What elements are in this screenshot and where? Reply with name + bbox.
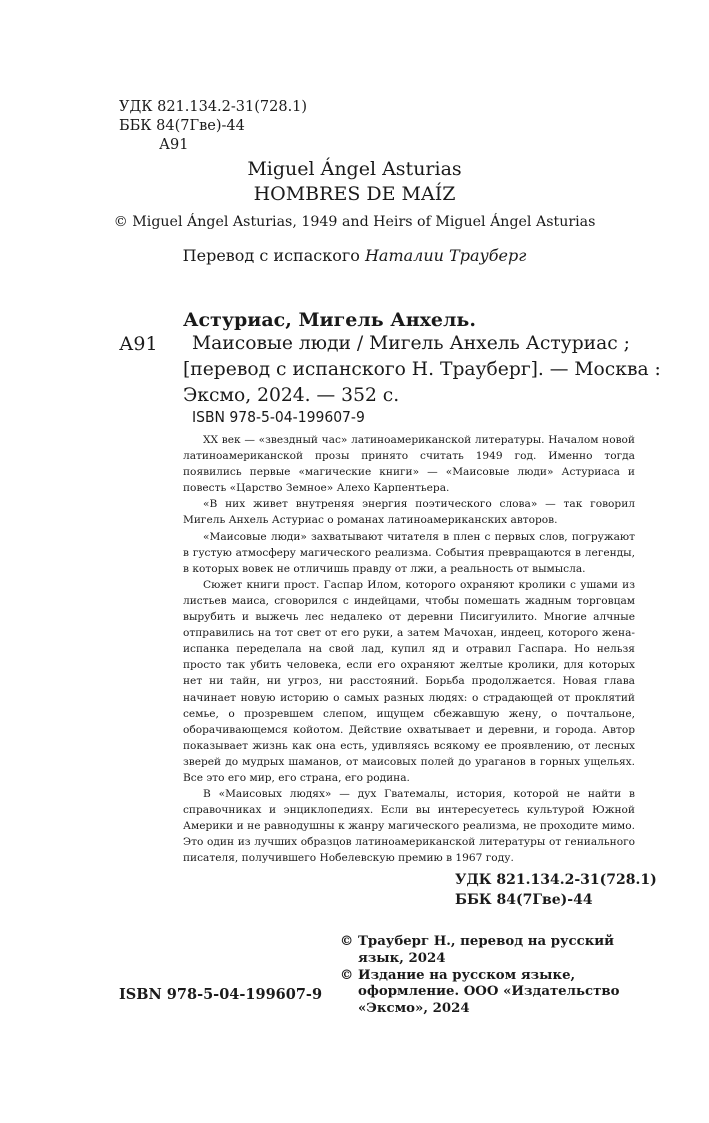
abstract-paragraph: Сюжет книги прост. Гаспар Илом, которого охраняют кролики с ушами из листьев маиса, сговорился с индейцами, чтобы помешать жадным торговцам вырубить и выжечь лес недалеко от деревни Писигуилито. Многие алчные отправились на тот свет от его руки, а затем Мачохан, индеец, которого жена-испанка переделала на свой лад, купил яд и отравил Гаспара. Но нельзя просто так убить человека, если его охраняют желтые кролики, для которых нет ни тайн, ни угроз, ни расстояний. Борьба продолжается. Новая глава начинает новую историю о самых разных людях: о страдающей от проклятий семье, о прозревшем слепом, ищущем сбежавшую жену, о почтальоне, оборачивающемся койотом. Действие охватывает и деревни, и города. Автор показывает жизнь как она есть, удивляясь всякому ее проявлению, от лесных зверей до мудрых шаманов, от маисовых полей до ураганов в горных ущельях. Все это его мир, его страна, его родина. [183, 578, 635, 784]
bottom-bbk-code: ББК 84(7Гве)-44 [455, 892, 593, 908]
bottom-classification-codes [455, 870, 657, 910]
original-author: Miguel Ángel Asturias [247, 158, 462, 180]
isbn-bottom: ISBN 978-5-04-199607-9 [119, 986, 323, 1003]
abstract-paragraph: «Маисовые люди» захватывают читателя в плен с первых слов, погружают в густую атмосферу магического реализма. События превращаются в легенды, в которых вовек не отличишь правду от лжи, а реальность от вымысла. [183, 530, 635, 575]
record-line: [перевод с испанского Н. Трауберг]. — Москва : [183, 359, 661, 380]
copyright-notice [340, 968, 660, 1018]
record-description [183, 331, 661, 409]
udk-code: УДК 821.134.2-31(728.1) [119, 99, 308, 115]
original-title: HOMBRES DE MAÍZ [253, 183, 456, 205]
abstract-paragraph: «В них живет внутреняя энергия поэтического слова» — так говорил Мигель Анхель Астуриас о романах латиноамериканских авторов. [183, 498, 635, 527]
author-sign: А91 [159, 137, 189, 153]
translator-name: Наталии Трауберг [364, 246, 527, 265]
abstract-paragraph: В «Маисовых людях» — дух Гватемалы, история, которой не найти в справочниках и энциклопедиях. Если вы интересуетесь культурой Южной Америки и не равнодушны к жанру магического реализма, не проходите мимо. Это один из лучших образцов латиноамериканской литературы от гениального писателя, получившего Нобелевскую премию в 1967 году. [183, 788, 635, 865]
copyright-notices [340, 934, 660, 1018]
bbk-code: ББК 84(7Гве)-44 [119, 118, 245, 134]
copyright-text: Издание на русском языке, оформление. ООО «Издательство «Эксмо», 2024 [358, 967, 620, 1017]
copyright-symbol: © [340, 934, 354, 949]
classification-codes [119, 98, 307, 155]
original-copyright: © Miguel Ángel Asturias, 1949 and Heirs of Miguel Ángel Asturias [113, 214, 596, 230]
record-author-heading: Астуриас, Мигель Анхель. [183, 309, 476, 331]
translation-credit [0, 244, 709, 268]
abstract-paragraph: XX век — «звездный час» латиноамериканской литературы. Началом новой латиноамериканской прозы принято считать 1949 год. Именно тогда появились первые «магические книги» — «Маисовые люди» Астуриаса и повесть «Царство Земное» Алехо Карпентьера. [183, 434, 635, 495]
record-code: А91 [119, 333, 158, 355]
bottom-udk-code: УДК 821.134.2-31(728.1) [455, 872, 657, 888]
copyright-symbol: © [340, 967, 354, 983]
copyright-text: Трауберг Н., перевод на русский язык, 2024 [358, 934, 615, 966]
record-isbn: ISBN 978-5-04-199607-9 [192, 408, 365, 426]
abstract [183, 432, 635, 867]
record-line: Эксмо, 2024. — 352 с. [183, 385, 400, 406]
record-line: Маисовые люди / Мигель Анхель Астуриас ; [192, 333, 630, 354]
copyright-notice [340, 934, 660, 968]
translation-prefix: Перевод с испаского [182, 246, 360, 265]
